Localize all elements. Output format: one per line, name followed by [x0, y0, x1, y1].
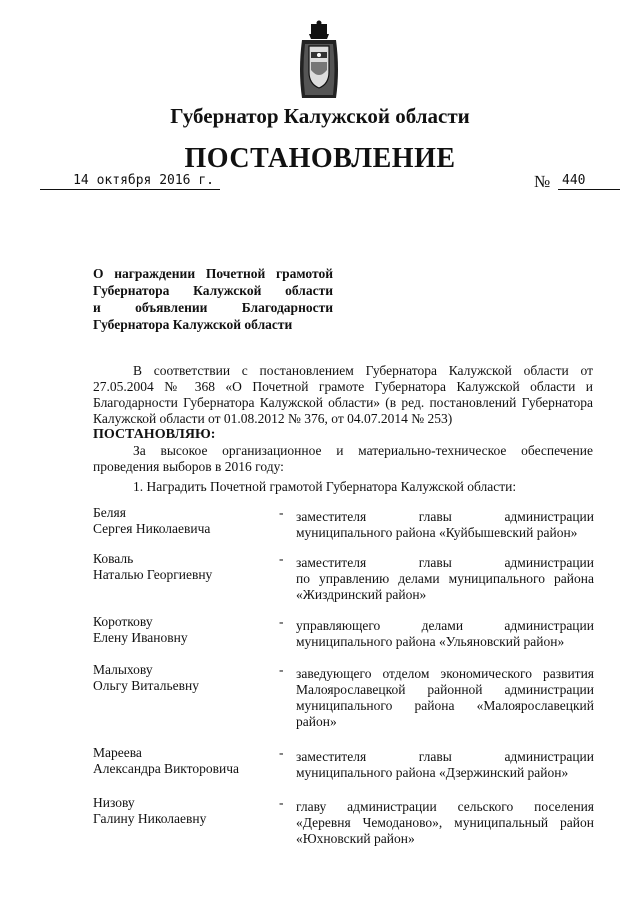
position-line: по управлению делами муниципального района [296, 571, 594, 586]
position-line: «Деревня Чемоданово», муниципальный район [296, 815, 594, 830]
subject-line: Губернатора Калужской области [93, 317, 293, 332]
position-line: муниципального района «Куйбышевский район» [296, 525, 578, 540]
position-line: муниципального района «Малоярославецкий [296, 698, 594, 713]
subject-line: и объявлении Благодарности [93, 300, 333, 315]
document-number: 440 [558, 173, 620, 190]
decree-word: ПОСТАНОВЛЯЮ: [93, 427, 216, 442]
subject-line: О награждении Почетной грамотой [93, 266, 333, 281]
awardee-given-names: Галину Николаевну [93, 811, 207, 826]
awardee-dash: - [279, 662, 284, 677]
position-line: «Жиздринский район» [296, 587, 427, 602]
awardee-position [296, 555, 594, 603]
position-line: управляющего делами администрации [296, 618, 594, 633]
subject-line: Губернатора Калужской области [93, 283, 333, 298]
awardee-given-names: Ольгу Витальевну [93, 678, 199, 693]
awardee-surname: Малыхову [93, 662, 153, 677]
awardee-position [296, 618, 594, 650]
awardee-name [93, 795, 273, 827]
awardee-position [296, 799, 594, 847]
awardee-dash: - [279, 551, 284, 566]
reason-paragraph: За высокое организационное и материально-техническое обеспечение проведения выборов в 2016 году: [93, 443, 593, 474]
awardee-surname: Низову [93, 795, 135, 810]
awardee-given-names: Наталью Георгиевну [93, 567, 213, 582]
awardee-surname: Мареева [93, 745, 142, 760]
awardee-name [93, 551, 273, 583]
awardee-given-names: Сергея Николаевича [93, 521, 211, 536]
preamble-paragraph: В соответствии с постановлением Губернатора Калужской области от 27.05.2004 № 368 «О Почетной грамоте Губернатора Калужской области и Благодарности Губернатора Калужской области» (в ред. постановлений Губернатора Калужской области от 01.08.2012 № 376, от 04.07.2014 № 253) [93, 363, 593, 426]
awardee-name [93, 662, 273, 694]
position-line: заместителя главы администрации [296, 555, 594, 570]
governor-title: Губернатор Калужской области [170, 104, 470, 128]
awardee-dash: - [279, 745, 284, 760]
position-line: главу администрации сельского поселения [296, 799, 594, 814]
awardee-position [296, 509, 594, 541]
document-type: ПОСТАНОВЛЕНИЕ [184, 143, 456, 174]
document-date: 14 октября 2016 г. [40, 173, 220, 190]
position-line: заместителя главы администрации [296, 749, 594, 764]
position-line: муниципального района «Дзержинский район» [296, 765, 569, 780]
awardee-name [93, 505, 273, 537]
awardee-position [296, 666, 594, 730]
coat-of-arms-emblem [296, 20, 342, 104]
awardee-name [93, 614, 273, 646]
position-line: Малоярославецкой районной администрации [296, 682, 594, 697]
awardee-surname: Коваль [93, 551, 134, 566]
position-line: муниципального района «Ульяновский район» [296, 634, 565, 649]
position-line: район» [296, 714, 337, 729]
award-item-heading: 1. Наградить Почетной грамотой Губернатора Калужской области: [133, 479, 517, 494]
document-subject [93, 265, 333, 333]
awardee-dash: - [279, 614, 284, 629]
position-line: заместителя главы администрации [296, 509, 594, 524]
awardee-surname: Короткову [93, 614, 153, 629]
awardee-given-names: Елену Ивановну [93, 630, 188, 645]
awardee-given-names: Александра Викторовича [93, 761, 240, 776]
awardee-name [93, 745, 273, 777]
awardee-dash: - [279, 795, 284, 810]
document-number-label: № [534, 172, 551, 191]
awardee-position [296, 749, 594, 781]
position-line: «Юхновский район» [296, 831, 415, 846]
position-line: заведующего отделом экономического развития [296, 666, 594, 681]
awardee-dash: - [279, 505, 284, 520]
awardee-surname: Беляя [93, 505, 126, 520]
